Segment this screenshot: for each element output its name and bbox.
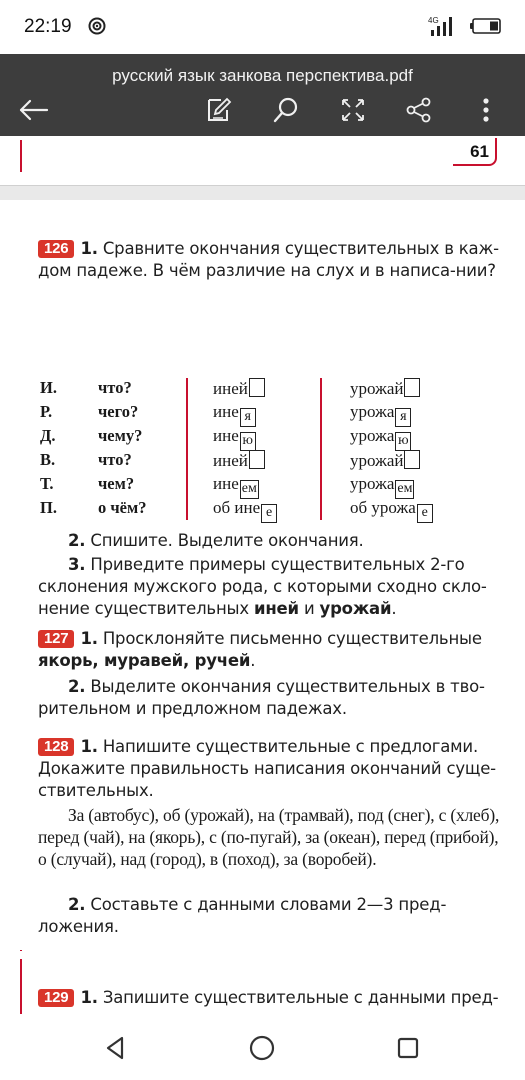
ending-box: ем <box>240 480 259 499</box>
table-row: Т. чем? ине ем урожа ем <box>38 472 478 496</box>
table-row: В. что? иней урожай <box>38 448 478 472</box>
page-number-61: 61 <box>470 142 489 161</box>
ending-box <box>404 450 420 469</box>
table-row: Р. чего? ине я урожа я <box>38 400 478 424</box>
ending-box <box>249 378 265 397</box>
ending-box <box>249 450 265 469</box>
fullscreen-icon <box>339 96 367 124</box>
exercise-127-task2: 2. Выделите окончания существительных в тво-рительном и предложном падежах. <box>38 677 485 718</box>
back-icon <box>19 99 49 121</box>
document-viewer[interactable] <box>0 136 525 1014</box>
table-row: Д. чему? ине ю урожа ю <box>38 424 478 448</box>
app-toolbar <box>0 54 525 136</box>
declension-table <box>38 376 478 520</box>
ending-box: я <box>395 408 411 427</box>
battery-icon <box>470 18 502 34</box>
ending-box: е <box>417 504 433 523</box>
network-label: 4G <box>428 16 439 25</box>
page-margin-mark <box>20 140 22 172</box>
ending-box: ем <box>395 480 414 499</box>
back-triangle-icon <box>100 1032 132 1064</box>
page-62 <box>0 200 525 999</box>
document-title: русский язык занкова перспектива.pdf <box>112 66 413 85</box>
exercise-126-task2: 2. Спишите. Выделите окончания. <box>68 531 364 550</box>
task-label: 1. <box>80 239 98 258</box>
exercise-127-task1: 127 1. Просклоняйте письменно существительные якорь, муравей, ручей. <box>38 629 482 670</box>
ending-box: е <box>261 504 277 523</box>
exercise-128-phrases: За (автобус), об (урожай), на (трамвай), под (снег), с (хлеб), перед (чай), на (якорь), с (по-пугай), за (океан), перед (прибой), о (случай), над (город), в (поход), за (воробей). <box>38 805 500 869</box>
more-button[interactable] <box>468 92 504 128</box>
status-time: 22:19 <box>24 16 72 37</box>
table-row: И. что? иней урожай <box>38 376 478 400</box>
home-circle-icon <box>246 1032 278 1064</box>
hotspot-icon <box>88 17 106 35</box>
signal-icon <box>428 14 458 38</box>
exercise-126-task1 <box>38 238 508 282</box>
search-icon <box>272 96 300 124</box>
status-bar <box>0 0 525 54</box>
task-text: Сравните окончания существительных в каж-дом падеже. В чём различие на слух и в написа-нии? <box>38 239 499 280</box>
exercise-number-128: 128 <box>38 738 74 756</box>
recents-square-icon <box>392 1032 424 1064</box>
share-button[interactable] <box>401 92 437 128</box>
exercise-number-126: 126 <box>38 240 74 258</box>
ending-box: я <box>240 408 256 427</box>
navigation-bar <box>0 1014 525 1080</box>
exercise-129-task1: 129 1. Запишите существительные с данными пред- <box>38 987 508 1009</box>
nav-recents-button[interactable] <box>392 1032 424 1064</box>
search-button[interactable] <box>268 92 304 128</box>
fullscreen-button[interactable] <box>335 92 371 128</box>
back-button[interactable] <box>16 92 52 128</box>
page-margin-mark <box>20 959 22 1014</box>
ending-box <box>404 378 420 397</box>
share-icon <box>405 96 433 124</box>
ending-box: ю <box>240 432 256 451</box>
nav-back-button[interactable] <box>100 1032 132 1064</box>
page-63-top <box>0 951 525 1014</box>
page-61-bottom <box>0 136 525 186</box>
ending-box: ю <box>395 432 411 451</box>
more-icon <box>482 97 490 123</box>
exercise-126-task3: 3. Приведите примеры существительных 2-го склонения мужского рода, с которыми сходно скло-нение существительных иней и урожай. <box>38 555 487 618</box>
exercise-128-task2: 2. Составьте с данными словами 2—3 пред-ложения. <box>38 895 447 936</box>
edit-button[interactable] <box>201 92 237 128</box>
edit-icon <box>205 96 233 124</box>
exercise-128-task1: 128 1. Напишите существительные с предлогами. Докажите правильность написания окончаний суще-ствительных. <box>38 737 496 800</box>
nav-home-button[interactable] <box>246 1032 278 1064</box>
table-row: П. о чём? об ине е об урожа е <box>38 496 478 520</box>
exercise-number-129: 129 <box>38 989 74 1007</box>
exercise-number-127: 127 <box>38 630 74 648</box>
